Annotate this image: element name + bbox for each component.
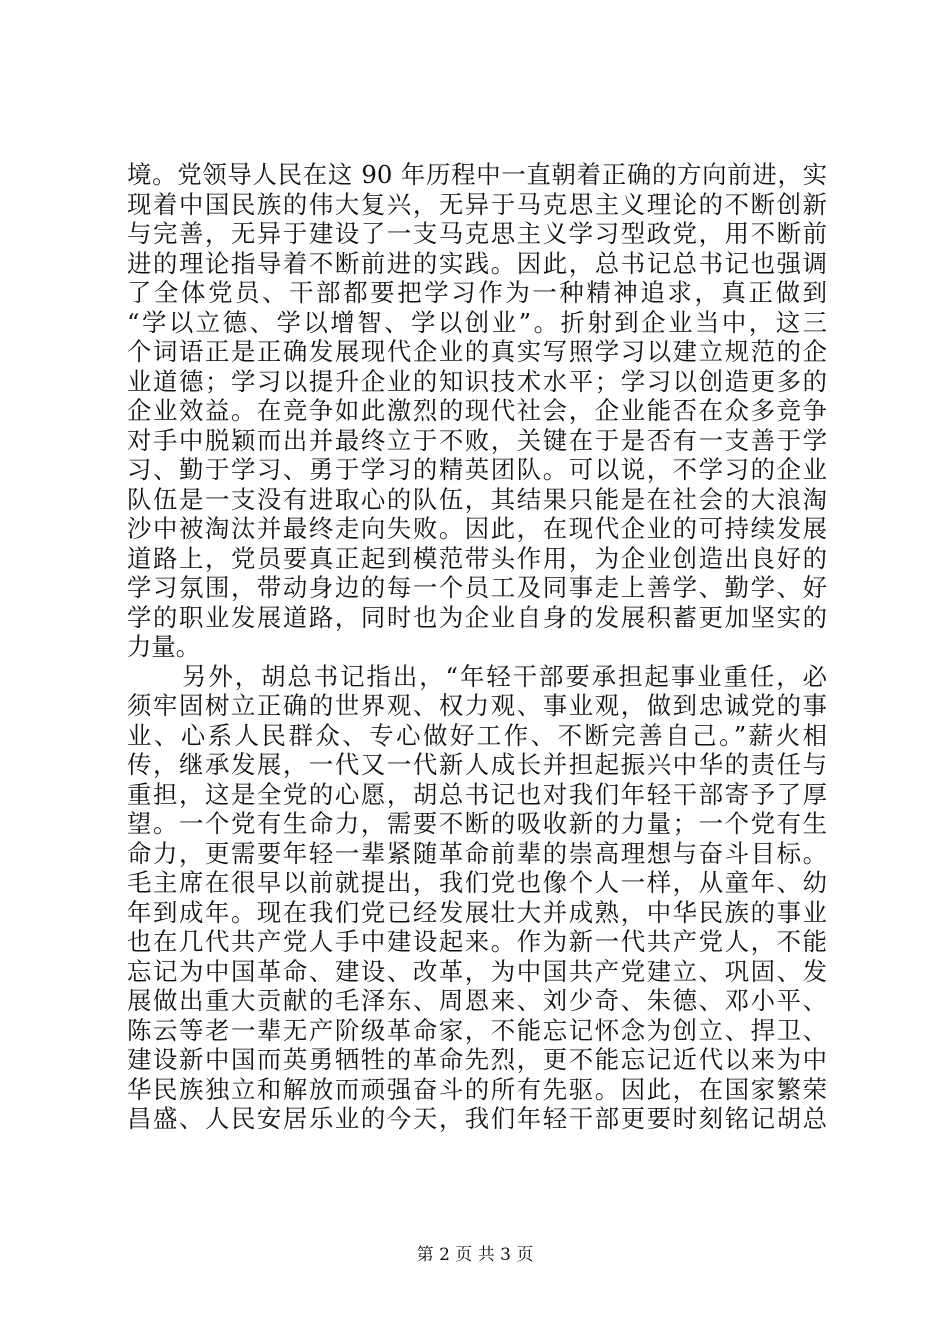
text-line: 队伍是一支没有进取心的队伍，其结果只能是在社会的大浪淘 — [127, 484, 827, 514]
text-line: 习、勤于学习、勇于学习的精英团队。可以说，不学习的企业 — [127, 455, 827, 484]
text-line: 企业效益。在竞争如此激烈的现代社会，企业能否在众多竞争 — [127, 396, 827, 425]
text-line: 沙中被淘汰并最终走向失败。因此，在现代企业的可持续发展 — [127, 514, 827, 543]
paragraph-2 — [127, 662, 827, 1134]
text-line: 忘记为中国革命、建设、改革，为中国共产党建立、巩固、发 — [127, 956, 827, 986]
text-line: 毛主席在很早以前就提出，我们党也像个人一样，从童年、幼 — [127, 868, 827, 897]
text-line: 力量。 — [127, 632, 201, 661]
text-line: “学以立德、学以增智、学以创业”。折射到企业当中，这三 — [127, 307, 827, 337]
text-line: 另外，胡总书记指出，“年轻干部要承担起事业重任，必 — [182, 661, 827, 691]
text-line: 陈云等老一辈无产阶级革命家，不能忘记怀念为创立、捍卫、 — [127, 1015, 827, 1045]
paragraph-1 — [127, 160, 827, 662]
text-line: 业、心系人民群众、专心做好工作、不断完善自己。”薪火相 — [127, 720, 827, 750]
text-line: 现着中国民族的伟大复兴，无异于马克思主义理论的不断创新 — [127, 189, 827, 219]
text-line: 道路上，党员要真正起到模范带头作用，为企业创造出良好的 — [127, 543, 827, 573]
document-body — [127, 160, 827, 1134]
text-line: 与完善，无异于建设了一支马克思主义学习型政党，用不断前 — [127, 219, 827, 248]
page-footer — [0, 1245, 950, 1265]
text-line: 昌盛、人民安居乐业的今天，我们年轻干部更要时刻铭记胡总 — [127, 1104, 827, 1133]
page-number-indicator: 第 2 页 共 3 页 — [416, 1245, 534, 1265]
text-line: 业道德；学习以提升企业的知识技术水平；学习以创造更多的 — [127, 366, 827, 396]
text-line: 传，继承发展，一代又一代新人成长并担起振兴中华的责任与 — [127, 750, 827, 779]
text-line: 也在几代共产党人手中建设起来。作为新一代共产党人，不能 — [127, 927, 827, 956]
text-line: 个词语正是正确发展现代企业的真实写照学习以建立规范的企 — [127, 337, 827, 366]
text-line: 了全体党员、干部都要把学习作为一种精神追求，真正做到 — [127, 278, 827, 307]
text-line: 须牢固树立正确的世界观、权力观、事业观，做到忠诚党的事 — [127, 691, 827, 720]
text-line: 学习氛围，带动身边的每一个员工及同事走上善学、勤学、好 — [127, 573, 827, 602]
text-line: 学的职业发展道路，同时也为企业自身的发展积蓄更加坚实的 — [127, 602, 827, 632]
text-line: 对手中脱颖而出并最终立于不败，关键在于是否有一支善于学 — [127, 425, 827, 455]
text-line: 望。一个党有生命力，需要不断的吸收新的力量；一个党有生 — [127, 809, 827, 838]
text-line: 境。党领导人民在这 90 年历程中一直朝着正确的方向前进，实 — [127, 160, 827, 189]
text-line: 进的理论指导着不断前进的实践。因此，总书记总书记也强调 — [127, 248, 827, 278]
text-line: 重担，这是全党的心愿，胡总书记也对我们年轻干部寄予了厚 — [127, 779, 827, 809]
text-line: 建设新中国而英勇牺牲的革命先烈，更不能忘记近代以来为中 — [127, 1045, 827, 1074]
text-line: 华民族独立和解放而顽强奋斗的所有先驱。因此，在国家繁荣 — [127, 1074, 827, 1104]
text-line: 命力，更需要年轻一辈紧随革命前辈的崇高理想与奋斗目标。 — [127, 838, 827, 868]
text-line: 展做出重大贡献的毛泽东、周恩来、刘少奇、朱德、邓小平、 — [127, 986, 827, 1015]
text-line: 年到成年。现在我们党已经发展壮大并成熟，中华民族的事业 — [127, 897, 827, 927]
